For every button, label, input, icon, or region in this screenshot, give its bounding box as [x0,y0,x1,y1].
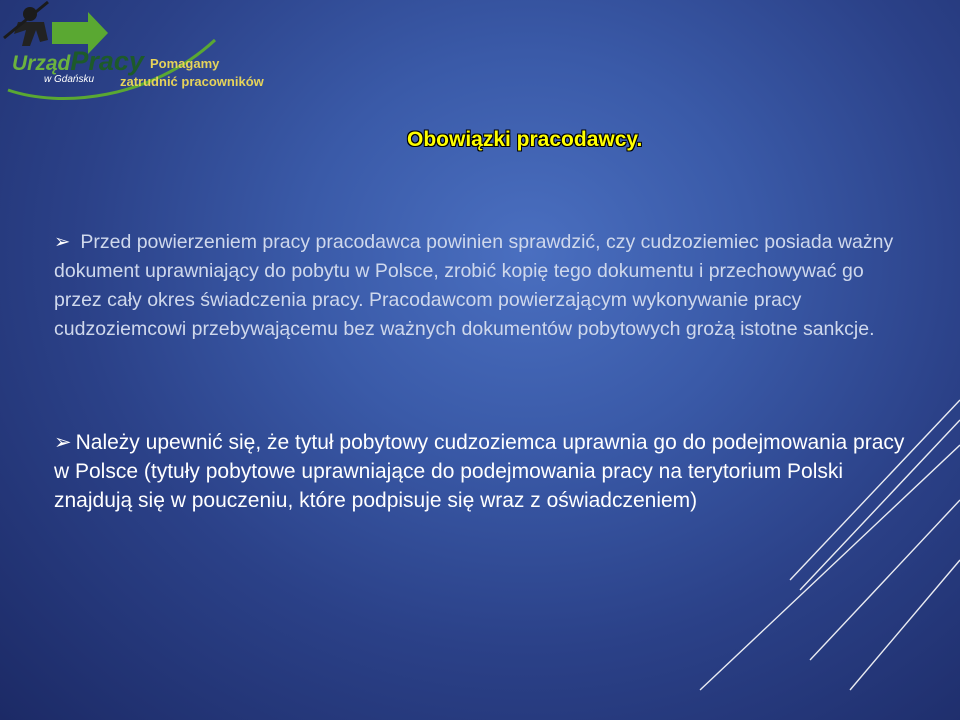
arrowhead-bullet-icon: ➢ [54,231,71,253]
logo-tagline-1: Pomagamy [150,56,220,71]
slide-title: Obowiązki pracodawcy. [407,128,643,151]
paragraph-1 [54,228,904,344]
arrowhead-bullet-icon: ➢ [54,431,72,454]
paragraph-2-text: Należy upewnić się, że tytuł pobytowy cudzoziemca uprawnia go do podejmowania pracy w Polsce (tytuły pobytowe uprawniające do podejmowania pracy na terytorium Polski znajdują się w pouczeniu, które podpisuje się wraz z oświadczeniem) [54,431,905,512]
logo-name: UrządPracy [12,46,144,76]
logo-tagline-2: zatrudnić pracowników [120,74,264,89]
logo-city: w Gdańsku [44,74,95,85]
urzad-pracy-logo[interactable] [0,0,280,110]
paragraph-1-text: Przed powierzeniem pracy pracodawca powinien sprawdzić, czy cudzoziemiec posiada ważny dokument uprawniający do pobytu w Polsce, zrobić kopię tego dokumentu i przechowywać go przez cały okres świadczenia pracy. Pracodawcom powierzającym wykonywanie pracy cudzoziemcowi przebywającemu bez ważnych dokumentów pobytowych grożą istotne sankcje. [54,231,894,340]
paragraph-2 [54,428,914,515]
